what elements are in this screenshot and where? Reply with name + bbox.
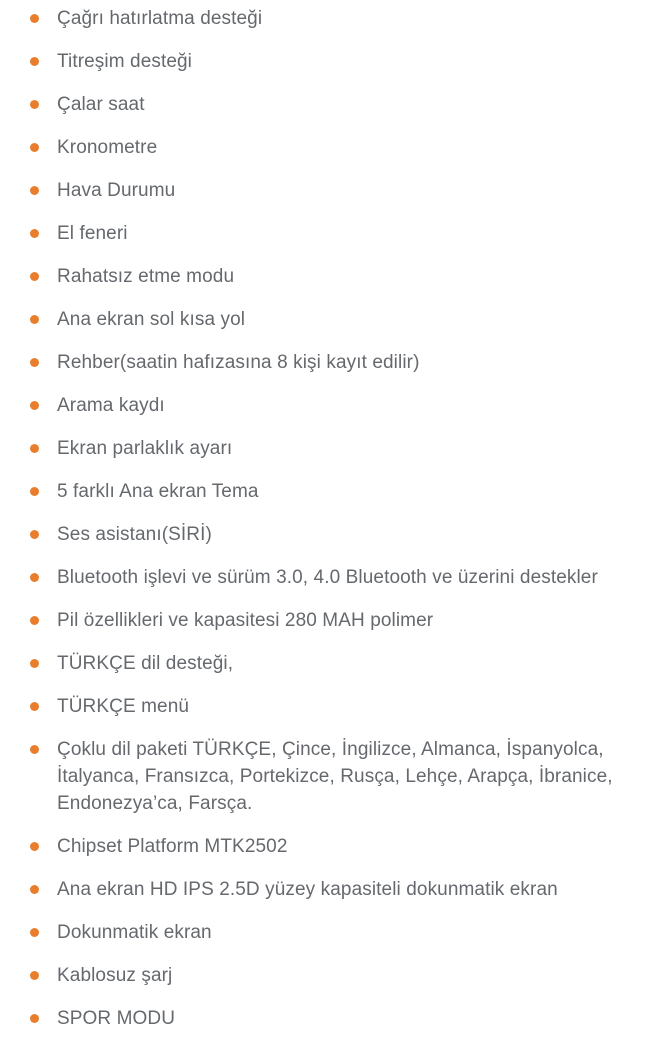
bullet-icon [30,401,39,410]
list-item-text: Ana ekran sol kısa yol [57,309,246,330]
list-item [57,693,656,720]
bullet-icon [30,530,39,539]
list-item-text: TÜRKÇE menü [57,696,190,717]
list-item-text: SPOR MODU [57,1008,176,1029]
list-item-text: 5 farklı Ana ekran Tema [57,481,259,502]
list-item [57,220,656,247]
list-item [57,833,656,860]
list-item [57,1005,656,1032]
list-item [57,607,656,634]
list-item [57,736,656,817]
list-item-text: Kronometre [57,137,158,158]
list-item-text: Dokunmatik ekran [57,922,212,943]
list-item [57,564,656,591]
list-item [57,5,656,32]
list-item [57,919,656,946]
bullet-icon [30,186,39,195]
list-item [57,392,656,419]
list-item [57,349,656,376]
list-item [57,521,656,548]
bullet-icon [30,487,39,496]
list-item-text: Çağrı hatırlatma desteği [57,8,263,29]
list-item-text: Rahatsız etme modu [57,266,235,287]
bullet-icon [30,659,39,668]
list-item-text: Chipset Platform MTK2502 [57,836,288,857]
bullet-icon [30,358,39,367]
list-item-text: Ses asistanı(SİRİ) [57,524,212,545]
list-item-text: Pil özellikleri ve kapasitesi 280 MAH polimer [57,610,434,631]
list-item-text: El feneri [57,223,128,244]
bullet-icon [30,616,39,625]
list-item-text: Bluetooth işlevi ve sürüm 3.0, 4.0 Bluetooth ve üzerini destekler [57,567,598,588]
bullet-icon [30,57,39,66]
bullet-icon [30,842,39,851]
list-item [57,134,656,161]
list-item-text: Rehber(saatin hafızasına 8 kişi kayıt edilir) [57,352,420,373]
list-item [57,650,656,677]
bullet-icon [30,143,39,152]
list-item [57,478,656,505]
list-item-text: Hava Durumu [57,180,176,201]
bullet-icon [30,444,39,453]
list-item-text: Ana ekran HD IPS 2.5D yüzey kapasiteli dokunmatik ekran [57,879,558,900]
bullet-icon [30,315,39,324]
bullet-icon [30,885,39,894]
bullet-icon [30,229,39,238]
bullet-icon [30,745,39,754]
list-item-text: Arama kaydı [57,395,165,416]
bullet-icon [30,702,39,711]
bullet-icon [30,928,39,937]
bullet-icon [30,272,39,281]
list-item-text: Ekran parlaklık ayarı [57,438,233,459]
bullet-icon [30,573,39,582]
list-item [57,876,656,903]
bullet-icon [30,1014,39,1023]
list-item-text: TÜRKÇE dil desteği, [57,653,234,674]
bullet-icon [30,14,39,23]
bullet-icon [30,100,39,109]
list-item-text: Titreşim desteği [57,51,192,72]
list-item [57,91,656,118]
bullet-icon [30,971,39,980]
list-item [57,48,656,75]
list-item-text: Çalar saat [57,94,145,115]
list-item [57,177,656,204]
list-item [57,435,656,462]
list-item [57,306,656,333]
list-item-text: Kablosuz şarj [57,965,173,986]
list-item [57,263,656,290]
list-item-text: Çoklu dil paketi TÜRKÇE, Çince, İngilizce, Almanca, İspanyolca, İtalyanca, Fransızca, Portekizce, Rusça, Lehçe, Arapça, İbranice, Endonezya’ca, Farsça. [57,739,613,814]
list-item [57,962,656,989]
